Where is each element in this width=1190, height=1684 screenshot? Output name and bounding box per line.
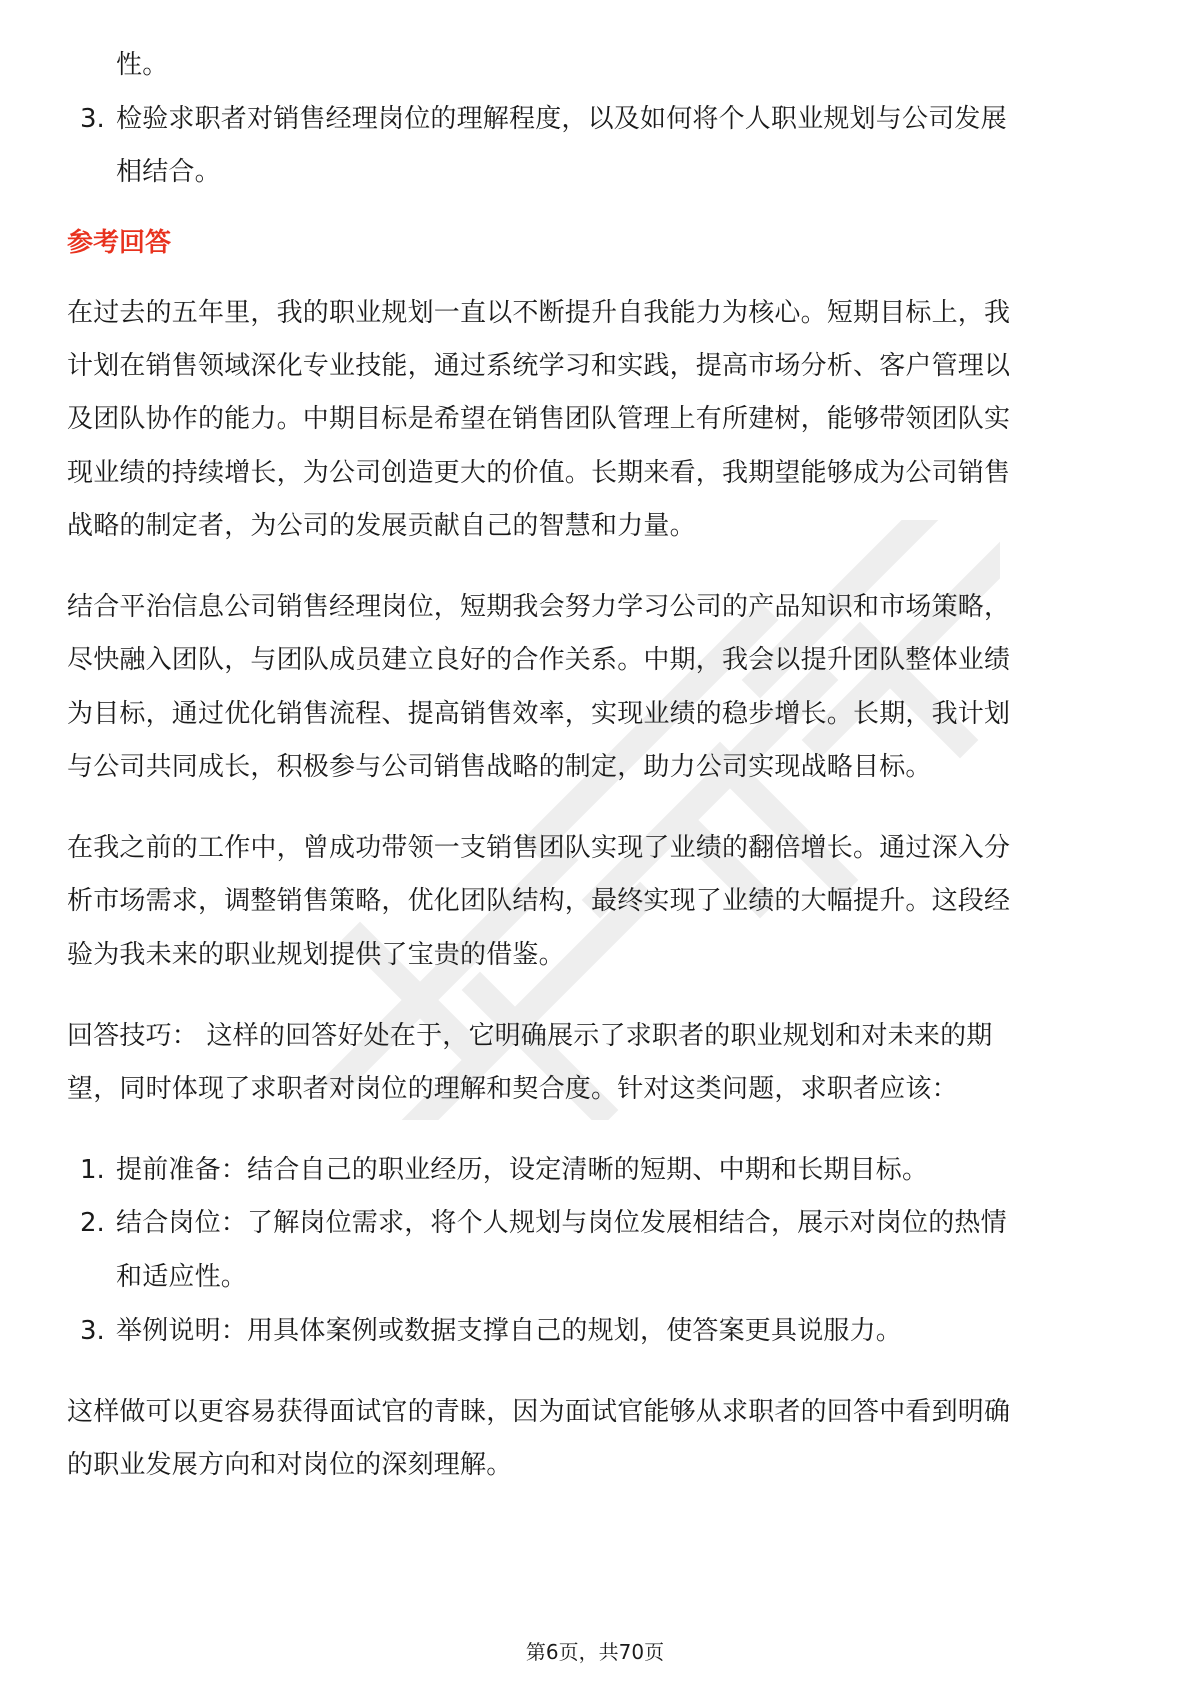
list-continuation: 性。 [116, 50, 169, 80]
list-item-line: 提前准备：结合自己的职业经历，设定清晰的短期、中期和长期目标。 [116, 1155, 929, 1185]
paragraph-line: 验为我未来的职业规划提供了宝贵的借鉴。 [67, 940, 565, 970]
paragraph-line: 尽快融入团队，与团队成员建立良好的合作关系。中期，我会以提升团队整体业绩 [67, 645, 1011, 675]
list-item-line: 结合岗位：了解岗位需求，将个人规划与岗位发展相结合，展示对岗位的热情 [116, 1208, 1007, 1238]
section-heading: 参考回答 [67, 228, 172, 258]
paragraph-line: 的职业发展方向和对岗位的深刻理解。 [67, 1450, 513, 1480]
paragraph-line: 及团队协作的能力。中期目标是希望在销售团队管理上有所建树，能够带领团队实 [67, 404, 1011, 434]
list-item-line: 相结合。 [116, 157, 221, 187]
paragraph-line: 回答技巧： 这样的回答好处在于，它明确展示了求职者的职业规划和对未来的期 [67, 1021, 993, 1051]
list-item-line: 和适应性。 [116, 1262, 248, 1292]
paragraph-line: 析市场需求，调整销售策略，优化团队结构，最终实现了业绩的大幅提升。这段经 [67, 886, 1011, 916]
paragraph-line: 战略的制定者，为公司的发展贡献自己的智慧和力量。 [67, 511, 696, 541]
list-item-line: 举例说明：用具体案例或数据支撑自己的规划，使答案更具说服力。 [116, 1316, 903, 1346]
paragraph-line: 在过去的五年里，我的职业规划一直以不断提升自我能力为核心。短期目标上，我 [67, 298, 1011, 328]
paragraph-line: 现业绩的持续增长，为公司创造更大的价值。长期来看，我期望能够成为公司销售 [67, 458, 1011, 488]
paragraph-line: 计划在销售领域深化专业技能，通过系统学习和实践，提高市场分析、客户管理以 [67, 351, 1011, 381]
paragraph-line: 望，同时体现了求职者对岗位的理解和契合度。针对这类问题，求职者应该： [67, 1074, 958, 1104]
list-number: 3. [80, 104, 105, 134]
page-number: 第6页，共70页 [525, 1640, 665, 1664]
paragraph-line: 这样做可以更容易获得面试官的青睐，因为面试官能够从求职者的回答中看到明确 [67, 1397, 1011, 1427]
list-number: 2. [80, 1208, 105, 1238]
paragraph-line: 与公司共同成长，积极参与公司销售战略的制定，助力公司实现战略目标。 [67, 752, 932, 782]
paragraph-line: 在我之前的工作中，曾成功带领一支销售团队实现了业绩的翻倍增长。通过深入分 [67, 833, 1011, 863]
list-number: 3. [80, 1316, 105, 1346]
paragraph-line: 结合平治信息公司销售经理岗位，短期我会努力学习公司的产品知识和市场策略， [67, 592, 1011, 622]
list-item-line: 检验求职者对销售经理岗位的理解程度，以及如何将个人职业规划与公司发展 [116, 104, 1007, 134]
list-number: 1. [80, 1155, 105, 1185]
paragraph-line: 为目标，通过优化销售流程、提高销售效率，实现业绩的稳步增长。长期，我计划 [67, 699, 1011, 729]
